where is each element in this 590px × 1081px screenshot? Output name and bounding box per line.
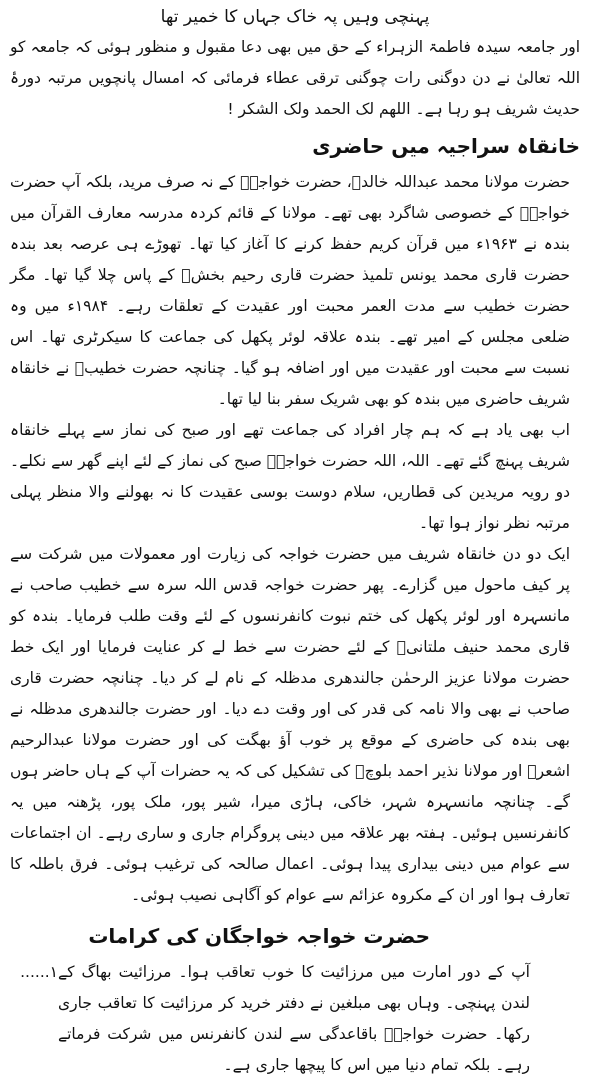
paragraph: ایک دو دن خانقاہ شریف میں حضرت خواجہ کی زیارت اور معمولات میں شرکت سے پر کیف ماحول میں گزارے۔ پھر حضرت خواجہ قدس اللہ سرہ سے خطیب صاحب نے مانسہرہ اور لوئر پکھل کی ختم نبوت کانفرنسوں کے لئے وقت طلب فرمایا۔ بندہ کو قاری محمد حنیف ملتانیؒ کے لئے حضرت سے خط لے کر عنایت فرمایا اور ایک خط حضرت مولانا عزیز الرحمٰن جالندھری مدظلہ کے نام لے کر دیا۔ چنانچہ حضرت قاری صاحب نے بھی والا نامہ کی قدر کی اور وقت دے دیا۔ اور حضرت جالندھری مدظلہ نے بھی بندہ کی حاضری کے موقع پر خوب آؤ بھگت کی اور حضرت مولانا عبدالرحیم اشعرؒ اور مولانا نذیر احمد بلوچؒ کی تشکیل کی کہ یہ حضرات آپ کے ہاں حاضر ہوں گے۔ چنانچہ مانسہرہ شہر، خاکی، ہاڑی میرا، شیر پور، ملک پور، پڑھنہ میں یہ کانفرنسیں ہوئیں۔ ہفتہ بھر علاقہ میں دینی پروگرام جاری و ساری رہے۔ ان اجتماعات سے عوام میں دینی بیداری پیدا ہوئی۔ اعمال صالحہ کی ترغیب ہوئی۔ فرق باطلہ کا تعارف ہوا اور ان کے مکروہ عزائم سے عوام کو آگاہی نصیب ہوئی۔ [10, 545, 570, 904]
header-verse: پہنچی وہیں پہ خاک جہاں کا خمیر تھا [160, 7, 430, 27]
numbered-item-text: آپ کے دور امارت میں مرزائیت کا خوب تعاقب ہوا۔ مرزائیت بھاگ کے لندن پہنچی۔ وہاں بھی مبلغین نے دفتر خرید کر مرزائیت کا تعاقب جاری رکھا۔ حضرت خواجہؒ باقاعدگی سے لندن کانفرنس میں شرکت فرماتے رہے۔ بلکہ تمام دنیا میں اس کا پیچھا جاری ہے۔ [58, 963, 530, 1074]
numbered-item [10, 957, 580, 1081]
numbered-item-number: ......۱ [20, 963, 58, 981]
section-heading-khanqah: خانقاہ سراجیہ میں حاضری [312, 134, 580, 158]
paragraph: حضرت مولانا محمد عبداللہ خالدؒ، حضرت خواجہؒ کے نہ صرف مرید، بلکہ آپ حضرت خواجہؒ کے خصوصی شاگرد بھی تھے۔ مولانا کے قائم کردہ مدرسہ معارف القرآن میں بندہ نے ۱۹۶۳ء میں قرآن کریم حفظ کرنے کا آغاز کیا تھا۔ تھوڑے ہی عرصہ بعد بندہ حضرت قاری محمد یونس تلمیذ حضرت قاری رحیم بخشؒ کے پاس چلا گیا تھا۔ مگر حضرت خطیب سے مدت العمر محبت اور عقیدت کے تعلقات رہے۔ ۱۹۸۴ء میں وہ ضلعی مجلس کے امیر تھے۔ بندہ علاقہ لوئر پکھل کی جماعت کا سیکرٹری تھا۔ اس نسبت سے محبت اور عقیدت میں اور اضافہ ہو گیا۔ چنانچہ حضرت خطیبؒ نے خانقاہ شریف حاضری میں بندہ کو بھی شریک سفر بنا لیا تھا۔ [10, 173, 570, 408]
paragraph: اب بھی یاد ہے کہ ہم چار افراد کی جماعت تھے اور صبح کی نماز سے پہلے خانقاہ شریف پہنچ گئے تھے۔ اللہ، اللہ حضرت خواجہؒ صبح کی نماز کے لئے اپنے گھر سے نکلے۔ دو رویہ مریدین کی قطاریں، سلام دوست بوسی عقیدت کا نہ بھولنے والا منظر پہلی مرتبہ نظر نواز ہوا تھا۔ [10, 421, 570, 532]
intro-paragraph: اور جامعہ سیدہ فاطمۃ الزہراء کے حق میں بھی دعا مقبول و منظور ہوئی کہ جامعہ کو اللہ تعالیٰ نے دن دوگنی رات چوگنی ترقی عطاء فرمائی کہ امسال پانچویں مرتبہ دورۂ حدیث شریف ہو رہا ہے۔ اللھم لک الحمد ولک الشکر ! [10, 38, 580, 118]
section-heading-karamat: حضرت خواجہ خواجگان کی کرامات [88, 924, 430, 948]
